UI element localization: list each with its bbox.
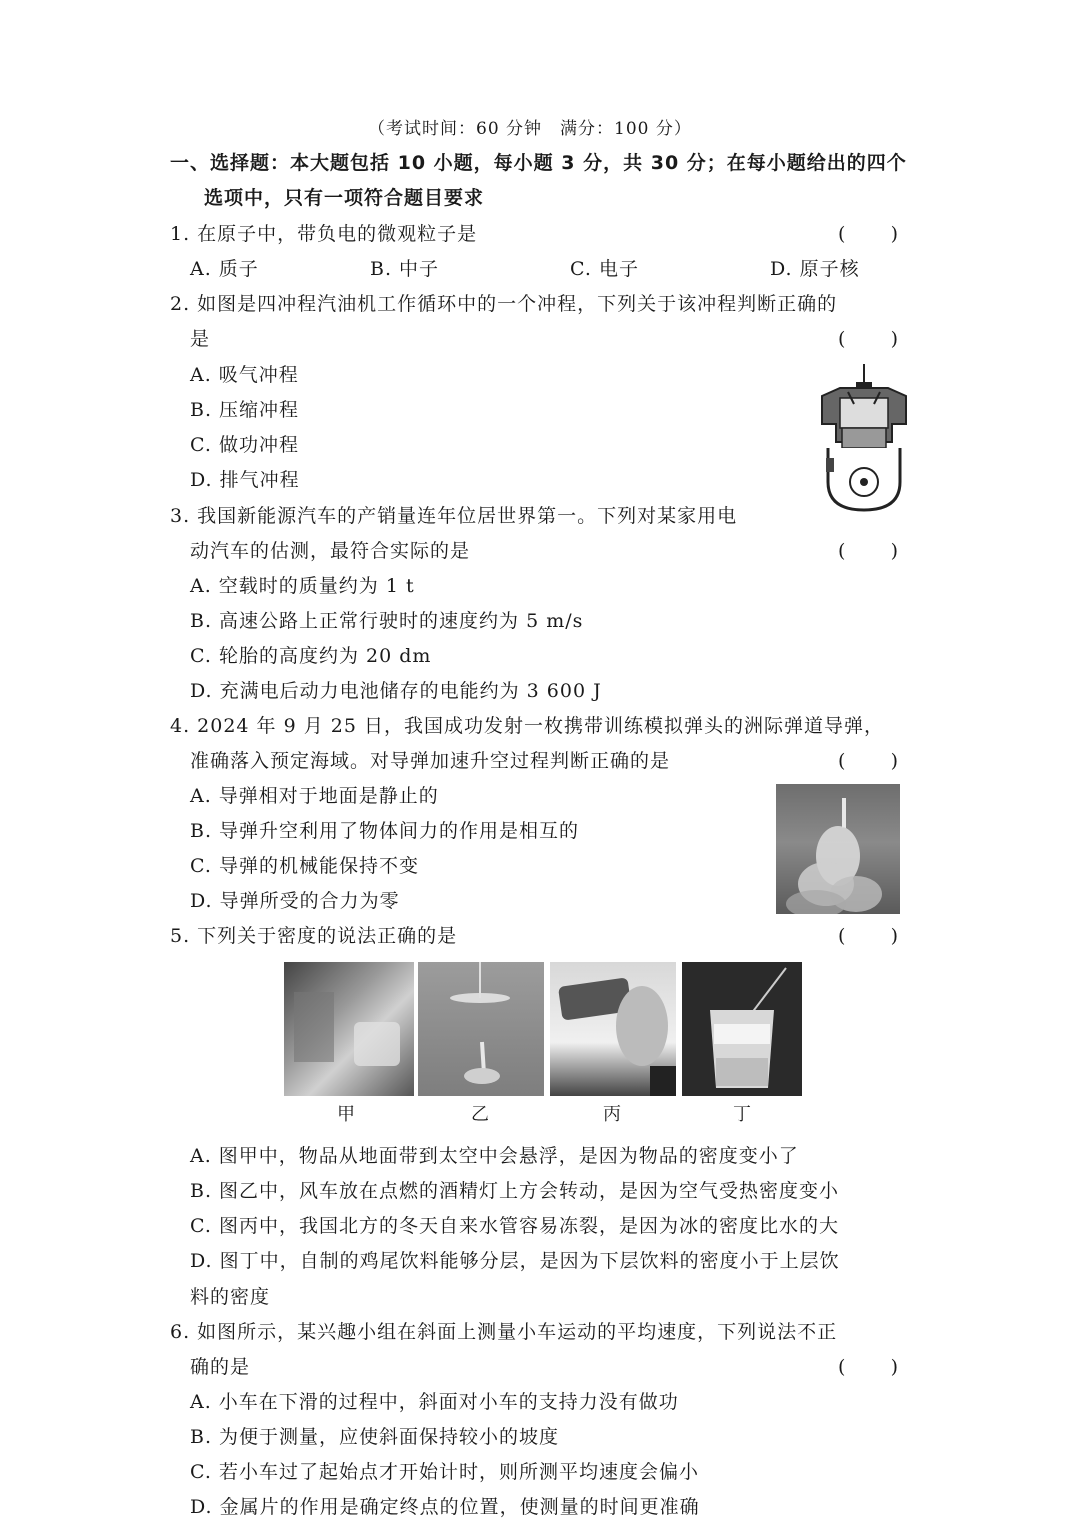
q1-option-d: D. 原子核	[770, 258, 860, 280]
section-title-line2: 选项中，只有一项符合题目要求	[204, 187, 485, 209]
q4-stem-line1: 4. 2024 年 9 月 25 日，我国成功发射一枚携带训练模拟弹头的洲际弹道导弹，	[170, 715, 884, 737]
q2-option-d: D. 排气冲程	[190, 469, 300, 491]
q2-answer-paren: ( )	[838, 328, 898, 350]
q2-option-c: C. 做功冲程	[190, 434, 299, 456]
q1-option-c: C. 电子	[570, 258, 639, 280]
q3-option-c: C. 轮胎的高度约为 20 dm	[190, 645, 432, 667]
q4-option-b: B. 导弹升空利用了物体间力的作用是相互的	[190, 820, 580, 842]
q4-option-c: C. 导弹的机械能保持不变	[190, 855, 419, 877]
q4-option-d: D. 导弹所受的合力为零	[190, 890, 400, 912]
q1-option-a: A. 质子	[190, 258, 259, 280]
photo-yi-windmill-lamp	[418, 962, 544, 1096]
q3-stem-line2: 动汽车的估测，最符合实际的是	[190, 540, 471, 562]
q6-stem-line1: 6. 如图所示，某兴趣小组在斜面上测量小车运动的平均速度，下列说法不正	[170, 1321, 838, 1343]
caption-ding: 丁	[733, 1104, 751, 1125]
missile-launch-photo	[776, 784, 900, 914]
q6-option-c: C. 若小车过了起始点才开始计时，则所测平均速度会偏小	[190, 1461, 699, 1483]
q6-answer-paren: ( )	[838, 1356, 898, 1378]
q5-option-a: A. 图甲中，物品从地面带到太空中会悬浮，是因为物品的密度变小了	[190, 1145, 799, 1167]
q2-stem-line2: 是	[190, 328, 211, 350]
q4-option-a: A. 导弹相对于地面是静止的	[190, 785, 439, 807]
caption-jia: 甲	[337, 1104, 355, 1125]
photo-jia-space-float	[284, 962, 414, 1096]
q3-option-a: A. 空载时的质量约为 1 t	[190, 575, 415, 597]
q3-option-b: B. 高速公路上正常行驶时的速度约为 5 m/s	[190, 610, 584, 632]
photo-bing-frozen-pipe	[550, 962, 676, 1096]
caption-bing: 丙	[603, 1104, 621, 1125]
q5-option-b: B. 图乙中，风车放在点燃的酒精灯上方会转动，是因为空气受热密度变小	[190, 1180, 840, 1202]
exam-header: （考试时间：60 分钟 满分：100 分）	[368, 119, 692, 139]
q1-answer-paren: ( )	[838, 223, 898, 245]
q6-option-b: B. 为便于测量，应使斜面保持较小的坡度	[190, 1426, 560, 1448]
q3-answer-paren: ( )	[838, 540, 898, 562]
q1-stem: 1. 在原子中，带负电的微观粒子是	[170, 223, 478, 245]
q5-option-c: C. 图丙中，我国北方的冬天自来水管容易冻裂，是因为冰的密度比水的大	[190, 1215, 839, 1237]
q5-answer-paren: ( )	[838, 925, 898, 947]
q4-stem-line2: 准确落入预定海域。对导弹加速升空过程判断正确的是	[190, 750, 671, 772]
q5-option-d-line1: D. 图丁中，自制的鸡尾饮料能够分层，是因为下层饮料的密度小于上层饮	[190, 1250, 840, 1272]
q6-stem-line2: 确的是	[190, 1356, 251, 1378]
q5-stem: 5. 下列关于密度的说法正确的是	[170, 925, 458, 947]
photo-ding-layered-drink	[682, 962, 802, 1096]
q2-option-b: B. 压缩冲程	[190, 399, 300, 421]
q2-option-a: A. 吸气冲程	[190, 364, 299, 386]
q2-stem-line1: 2. 如图是四冲程汽油机工作循环中的一个冲程，下列关于该冲程判断正确的	[170, 293, 838, 315]
q4-answer-paren: ( )	[838, 750, 898, 772]
caption-yi: 乙	[471, 1104, 489, 1125]
q6-option-d: D. 金属片的作用是确定终点的位置，使测量的时间更准确	[190, 1496, 700, 1518]
q1-option-b: B. 中子	[370, 258, 440, 280]
q5-option-d-line2: 料的密度	[190, 1286, 271, 1308]
q3-stem-line1: 3. 我国新能源汽车的产销量连年位居世界第一。下列对某家用电	[170, 505, 738, 527]
section-title-line1: 一、选择题：本大题包括 10 小题，每小题 3 分，共 30 分；在每小题给出的四个	[170, 152, 907, 174]
q6-option-a: A. 小车在下滑的过程中，斜面对小车的支持力没有做功	[190, 1391, 679, 1413]
q3-option-d: D. 充满电后动力电池储存的电能约为 3 600 J	[190, 680, 602, 702]
engine-cylinder-diagram	[818, 362, 910, 514]
